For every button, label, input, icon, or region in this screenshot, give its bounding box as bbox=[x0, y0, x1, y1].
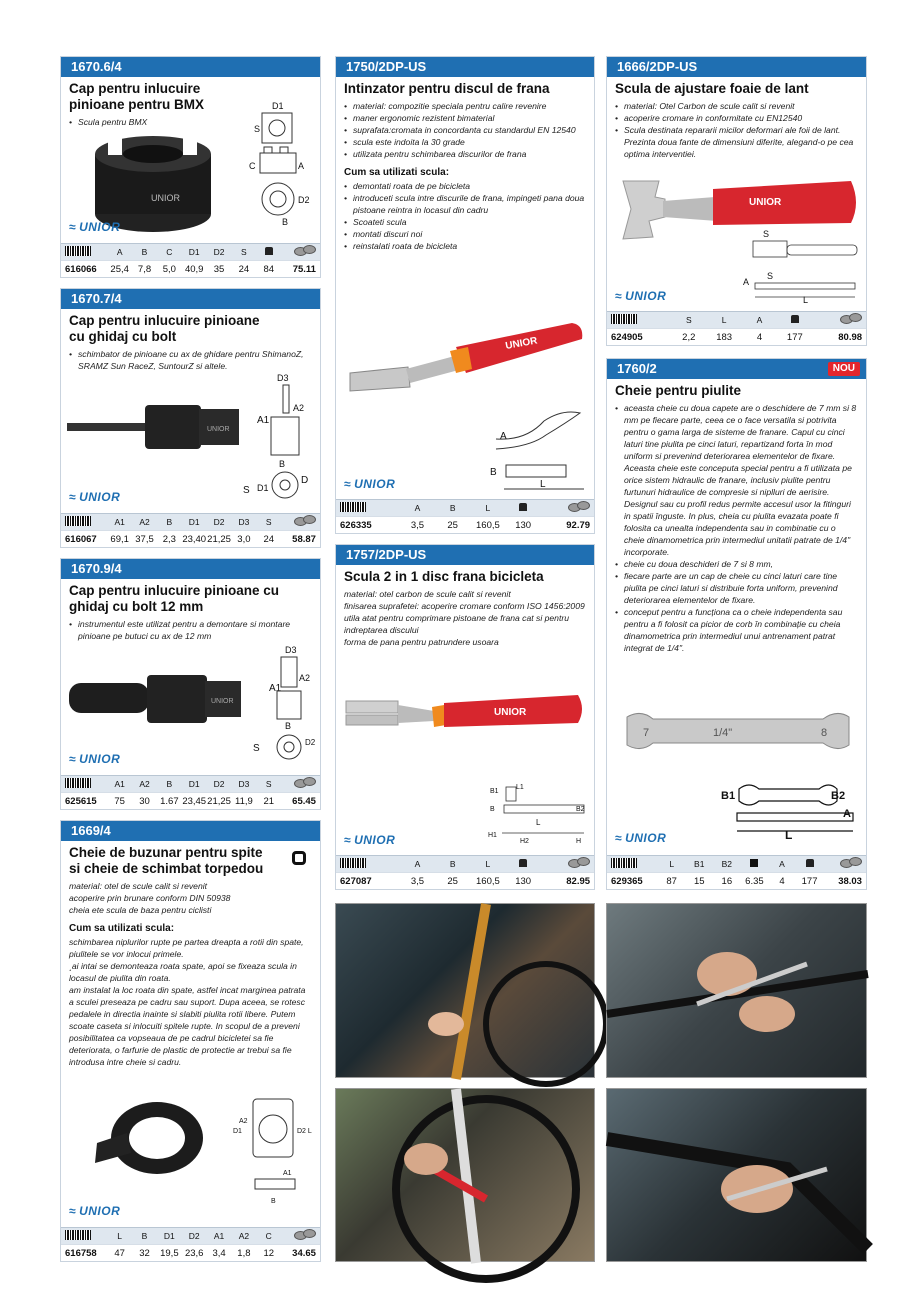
svg-text:A: A bbox=[298, 161, 305, 171]
price-icon bbox=[568, 858, 590, 868]
usage-step: • Scoateti scula bbox=[344, 216, 586, 228]
usage-photo-2 bbox=[606, 903, 867, 1078]
svg-text:UNIOR: UNIOR bbox=[207, 426, 230, 433]
barcode-icon bbox=[611, 858, 637, 868]
square-drive-icon bbox=[750, 859, 758, 867]
barcode-icon bbox=[340, 858, 366, 868]
barcode-icon bbox=[65, 778, 91, 788]
weight-icon bbox=[791, 315, 799, 323]
svg-text:H1: H1 bbox=[488, 832, 497, 839]
price-icon bbox=[840, 314, 862, 324]
usage-photo-3 bbox=[335, 1088, 595, 1262]
technical-drawing bbox=[253, 643, 319, 761]
product-code: 1760/2 NOU bbox=[607, 359, 866, 379]
spec-table: A B L 627087 3,5 25 160,5 130 82.95 bbox=[336, 855, 594, 889]
svg-text:B2: B2 bbox=[576, 806, 585, 813]
barcode-icon bbox=[65, 246, 91, 256]
usage-step: • montati discuri noi bbox=[344, 228, 586, 240]
svg-text:8: 8 bbox=[821, 727, 828, 739]
unior-logo: ≈ UNIOR bbox=[69, 220, 121, 234]
usage-step: am instalat la loc roata din spate, astfel incat marginea patrata a sculei preseaza pe cadru sau suport. Dupa aceea, se rotesc pedalele in directia inainte si slabiti piulita rotii libere. Putem scoate caseta si inlocuiti spitele rupte. In scopul de a preveni posibilitatea ca vopseaua de pe cadrul bicicletei sa fie deteriorata, o farfurie de plastic de protectie ar trebui sa fie introdusa intre cheie si cadru. bbox=[69, 985, 306, 1067]
svg-text:A1: A1 bbox=[283, 1170, 292, 1177]
svg-text:A: A bbox=[743, 277, 750, 287]
product-title: Scula 2 in 1 disc frana bicicleta bbox=[344, 569, 544, 584]
svg-text:B1: B1 bbox=[721, 790, 736, 802]
product-bullet: • Scula destinata repararii micilor deformari ale foii de lant. Prezinta doua fante de dimensiuni diferite, alegand-o pe cea optima interventiei. bbox=[615, 124, 858, 160]
svg-text:D2: D2 bbox=[305, 738, 316, 747]
svg-text:7: 7 bbox=[643, 727, 650, 739]
svg-text:B: B bbox=[271, 1198, 276, 1205]
svg-text:D2: D2 bbox=[298, 195, 310, 205]
new-badge: NOU bbox=[828, 362, 860, 376]
technical-drawing bbox=[719, 773, 859, 841]
product-photo bbox=[346, 317, 586, 397]
product-card-1670-6-4 bbox=[60, 56, 321, 278]
usage-step: • demontati roata de pe bicicleta bbox=[344, 180, 586, 192]
usage-photo-1 bbox=[335, 903, 595, 1078]
unior-logo: ≈ UNIOR bbox=[615, 831, 667, 845]
svg-text:B2: B2 bbox=[831, 790, 846, 802]
product-title: Sculа de ajustare foaie de lant bbox=[615, 81, 809, 96]
svg-text:B: B bbox=[490, 467, 497, 478]
svg-text:L: L bbox=[785, 828, 793, 842]
price-icon bbox=[294, 778, 316, 788]
spec-table: A B C D1 D2 S 616066 25,4 7,8 5,0 40,9 35 24 84 75.11 bbox=[61, 243, 320, 277]
product-title: Cheie pentru piulite bbox=[615, 383, 742, 398]
unior-logo: ≈ UNIOR bbox=[69, 752, 121, 766]
svg-text:H: H bbox=[576, 838, 582, 845]
product-code: 1670.9/4 bbox=[61, 559, 320, 579]
svg-text:UNIOR: UNIOR bbox=[151, 193, 180, 203]
spec-table: A1 A2 B D1 D2 D3 S 616067 69,1 37,5 2,3 23,40 21,25 3,0 24 58.87 bbox=[61, 513, 320, 547]
product-code: 1669/4 bbox=[61, 821, 320, 841]
product-bullet: • schimbator de pinioane cu ax de ghidare pentru ShimanoZ, SRAMZ Sun RaceZ, SuntourZ si altele. bbox=[69, 348, 312, 372]
svg-text:L: L bbox=[536, 818, 541, 827]
product-photo bbox=[67, 397, 257, 457]
usage-step: • introduceti scula intre discurile de frana, impingeti pana doua pistoane reintra in locasul din cadru bbox=[344, 192, 586, 216]
product-photo bbox=[69, 669, 249, 729]
usage-photo-4 bbox=[606, 1088, 867, 1262]
product-bullet: • scula este indoita la 30 grade bbox=[344, 136, 586, 148]
svg-text:UNIOR: UNIOR bbox=[494, 707, 527, 718]
spec-table: S L A 624905 2,2 183 4 177 80.98 bbox=[607, 311, 866, 345]
svg-text:S: S bbox=[767, 271, 774, 281]
product-photo bbox=[344, 685, 588, 745]
weight-icon bbox=[519, 503, 527, 511]
unior-logo: ≈ UNIOR bbox=[344, 833, 396, 847]
svg-text:UNIOR: UNIOR bbox=[211, 698, 234, 705]
weight-icon bbox=[519, 859, 527, 867]
product-code: 1666/2DP-US bbox=[607, 57, 866, 77]
spoke-wrench-icon bbox=[292, 851, 306, 865]
product-code: 1670.6/4 bbox=[61, 57, 320, 77]
svg-text:S: S bbox=[254, 124, 261, 134]
spec-table: L B D1 D2 A1 A2 C 616758 47 32 19,5 23,6 3,4 1,8 12 34.65 bbox=[61, 1227, 320, 1261]
svg-text:H2: H2 bbox=[520, 838, 529, 845]
product-bullet: • suprafata:cromata in concordanta cu standardul EN 12540 bbox=[344, 124, 586, 136]
svg-text:D1: D1 bbox=[257, 483, 269, 493]
svg-text:UNIOR: UNIOR bbox=[504, 335, 539, 352]
product-bullet: • maner ergonomic rezistent bimaterial bbox=[344, 112, 586, 124]
spec-table: A B L 626335 3,5 25 160,5 130 92.79 bbox=[336, 499, 594, 533]
product-card-1670-9-4 bbox=[60, 558, 321, 810]
product-bullet: finisarea suprafetei: acoperire cromare conform ISO 1456:2009 bbox=[344, 601, 585, 611]
weight-icon bbox=[265, 247, 273, 255]
svg-text:A1: A1 bbox=[257, 415, 270, 426]
product-bullet: acoperire prin brunare conform DIN 50938 bbox=[69, 893, 231, 903]
usage-step: schimbarea niplurilor rupte pe partea dreapta a rotii din spate, piulitele se vor inlocui primele. bbox=[69, 937, 304, 959]
svg-text:1/4": 1/4" bbox=[713, 727, 733, 739]
svg-text:A: A bbox=[843, 808, 851, 820]
technical-drawing bbox=[243, 371, 321, 501]
product-bullet: • acoperire cromare in conformitate cu EN12540 bbox=[615, 112, 858, 124]
product-bullet: • utilizata pentru schimbarea discurilor de frana bbox=[344, 148, 586, 160]
technical-drawing bbox=[486, 777, 590, 849]
technical-drawing bbox=[743, 227, 863, 303]
product-bullet: • Scula pentru BMX bbox=[69, 116, 312, 128]
product-bullet: forma de pana pentru patrundere usoara bbox=[344, 637, 499, 647]
price-icon bbox=[568, 502, 590, 512]
product-code: 1757/2DP-US bbox=[336, 545, 594, 565]
svg-text:B: B bbox=[285, 721, 292, 731]
svg-text:A: A bbox=[500, 431, 507, 442]
svg-text:B: B bbox=[490, 806, 495, 813]
product-bullet: material: otel de scule calit si revenit bbox=[69, 881, 208, 891]
product-card-1750-2dp-us bbox=[335, 56, 595, 534]
price-icon bbox=[294, 1230, 316, 1240]
barcode-icon bbox=[65, 516, 91, 526]
spec-table: A1 A2 B D1 D2 D3 S 625615 75 30 1.67 23,45 21,25 11,9 21 65.45 bbox=[61, 775, 320, 809]
weight-icon bbox=[806, 859, 814, 867]
svg-text:S: S bbox=[243, 485, 250, 496]
product-bullet: utila atat pentru comprimare pistoane de frana cat si pentru indreptarea discului bbox=[344, 613, 569, 635]
svg-text:B: B bbox=[279, 459, 286, 469]
product-bullet: • material: compozitie speciala pentru calire revenire bbox=[344, 100, 586, 112]
product-bullet: • cheie cu doua deschideri de 7 si 8 mm, bbox=[615, 558, 858, 570]
technical-drawing bbox=[486, 409, 590, 499]
svg-text:B: B bbox=[282, 217, 289, 227]
svg-text:B1: B1 bbox=[490, 788, 499, 795]
svg-text:C: C bbox=[249, 161, 256, 171]
unior-logo: ≈ UNIOR bbox=[615, 289, 667, 303]
usage-heading: Cum sa utilizati scula: bbox=[69, 923, 175, 934]
unior-logo: ≈ UNIOR bbox=[69, 1204, 121, 1218]
svg-text:D: D bbox=[301, 475, 309, 486]
product-code: 1670.7/4 bbox=[61, 289, 320, 309]
product-card-1757-2dp-us bbox=[335, 544, 595, 890]
barcode-icon bbox=[340, 502, 366, 512]
technical-drawing bbox=[244, 99, 316, 229]
svg-text:D1: D1 bbox=[233, 1128, 242, 1135]
svg-text:L: L bbox=[540, 479, 546, 490]
product-bullet: • aceasta cheie cu doua capete are o deschidere de 7 mm si 8 mm pe fiecare parte, ceea ce o face versatila si potrivita pentru o gama larga de sisteme de franare. Capul cu cinci laturi tine piulita pe cinci laturi, repartizand forta în mod uniform si prevenind deteriorarea elementelor de fixare. Aceasta cheie este conceputa special pentru a fi utilizata pe orice sistem hidraulic de franare, inclusiv piulite pentru furtunuri hidraulice de compresie si niplluri de aerisire. Designul sau cu profil redus permite accesul usor la fitinguri in spatii înguste. In plus, cheia cu piulita evazata poate fi folosita ca unealta independenta sau in combinatie cu o cheie dinamometrica prin intermediul unitatii patrate de 1/4" incorporate. bbox=[615, 402, 858, 558]
svg-text:UNIOR: UNIOR bbox=[749, 197, 782, 208]
barcode-icon bbox=[65, 1230, 91, 1240]
svg-text:D3: D3 bbox=[277, 373, 289, 383]
product-photo bbox=[87, 1093, 207, 1193]
product-photo bbox=[623, 709, 853, 753]
svg-text:S: S bbox=[253, 743, 260, 754]
product-title: Cheie de buzunar pentru spite si cheie de schimbat torpedou bbox=[69, 845, 264, 876]
product-bullet: • instrumentul este utilizat pentru a demontare si montare pinioane pe butuci cu ax de 12 mm bbox=[69, 618, 312, 642]
unior-logo: ≈ UNIOR bbox=[69, 490, 121, 504]
product-bullet: cheia ete scula de baza pentru ciclisti bbox=[69, 905, 212, 915]
product-card-1666-2dp-us bbox=[606, 56, 867, 346]
product-title: Cap pentru inlucuire pinioane pentru BMX bbox=[69, 81, 204, 112]
svg-text:L: L bbox=[803, 295, 809, 305]
svg-text:D3: D3 bbox=[285, 645, 297, 655]
product-bullet: • material: Otel Carbon de scule calit si revenit bbox=[615, 100, 858, 112]
product-card-1670-7-4 bbox=[60, 288, 321, 548]
svg-text:A1: A1 bbox=[269, 683, 282, 694]
barcode-icon bbox=[611, 314, 637, 324]
product-code: 1750/2DP-US bbox=[336, 57, 594, 77]
spec-table: L B1 B2 A 629365 87 15 16 6.35 4 177 38.03 bbox=[607, 855, 866, 889]
product-title: Intinzator pentru discul de frana bbox=[344, 81, 550, 96]
product-bullet: • conceput pentru a funcționa ca o cheie independenta sau pentru a fi folosit ca picior de corb în combinație cu cheia dinamometrica prin intermediul unui antrenament patrat integrat de 1/4". bbox=[615, 606, 858, 654]
product-title: Cap pentru inlucuire pinioane cu ghidaj cu bolt bbox=[69, 313, 260, 344]
price-icon bbox=[294, 516, 316, 526]
product-title: Cap pentru inlucuire pinioane cu ghidaj cu bolt 12 mm bbox=[69, 583, 280, 614]
product-card-1669-4 bbox=[60, 820, 321, 1262]
price-icon bbox=[294, 246, 316, 256]
price-icon bbox=[840, 858, 862, 868]
svg-text:D2 L: D2 L bbox=[297, 1128, 312, 1135]
svg-text:A2: A2 bbox=[239, 1118, 248, 1125]
svg-text:A2: A2 bbox=[293, 403, 305, 413]
svg-text:S: S bbox=[763, 229, 770, 239]
svg-text:D1: D1 bbox=[272, 101, 284, 111]
usage-step: • reinstalati roata de bicicleta bbox=[344, 240, 586, 252]
usage-step: ¸ai intai se demonteaza roata spate, apoi se fixeaza scula in locasul de piulita din roata. bbox=[69, 961, 297, 983]
svg-text:A2: A2 bbox=[299, 673, 311, 683]
technical-drawing bbox=[231, 1093, 315, 1213]
product-bullet: material: otel carbon de scule calit si revenit bbox=[344, 589, 511, 599]
usage-heading: Cum sa utilizati scula: bbox=[344, 167, 450, 178]
product-card-1760-2 bbox=[606, 358, 867, 890]
svg-text:L1: L1 bbox=[516, 784, 524, 791]
product-bullet: • fiecare parte are un cap de cheie cu cinci laturi care tine piulita pe cinci laturi si distribuie forta uniform, prevenind deteriorarea elementelor de fixare. bbox=[615, 570, 858, 606]
unior-logo: ≈ UNIOR bbox=[344, 477, 396, 491]
